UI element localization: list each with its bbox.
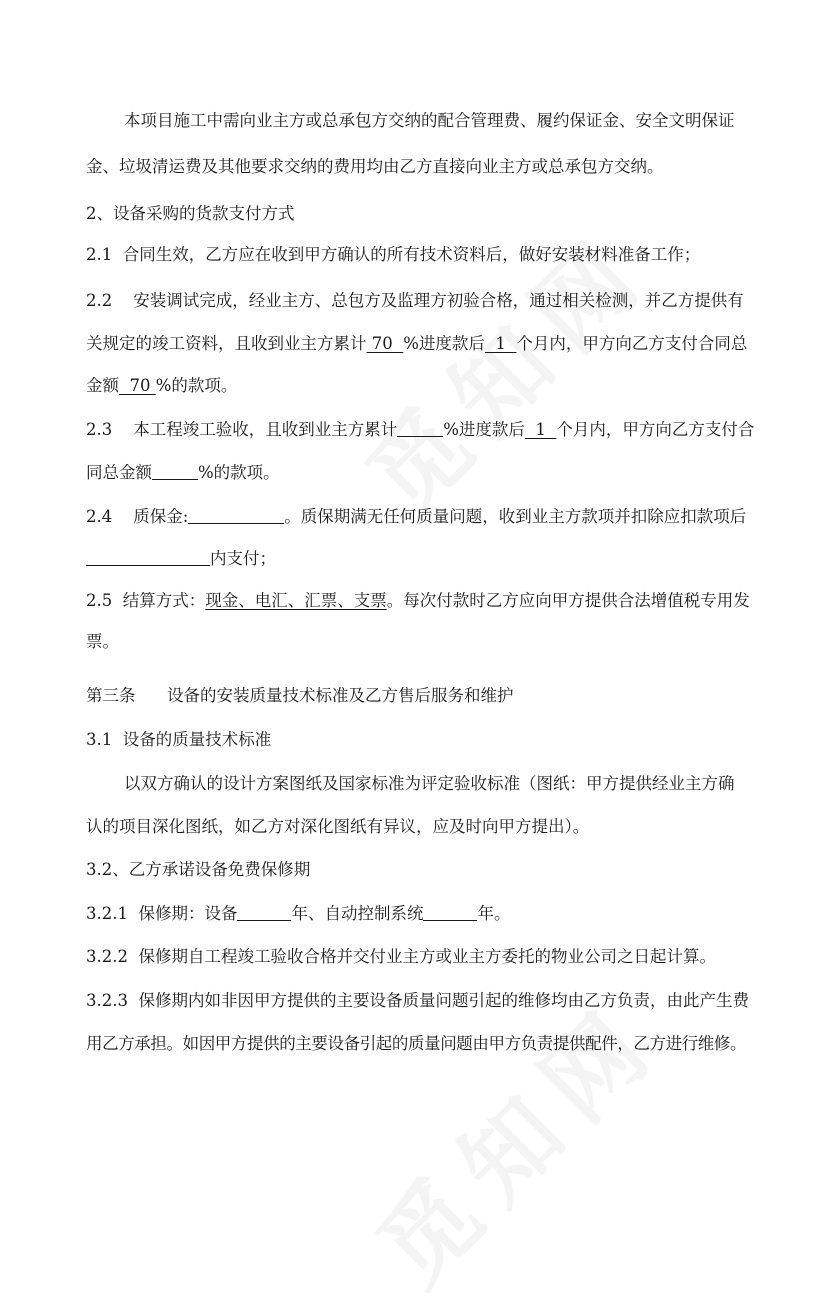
clause-3-2: 3.2、乙方承诺设备免费保修期 (86, 860, 311, 879)
filled-value: 1 (524, 420, 557, 439)
clause-2-2-line3: 金额 70 %的款项。 (86, 376, 238, 395)
blank-field[interactable] (152, 463, 198, 480)
clause-2-4: 2.4 质保金: 。质保期满无任何质量问题，收到业主方款项并扣除应扣款项后 (86, 507, 747, 526)
clause-3-1-text: 以双方确认的设计方案图纸及国家标准为评定验收标准（图纸：甲方提供经业主方确 (124, 774, 735, 793)
clause-2-3-line2: 同总金额 %的款项。 (86, 463, 280, 482)
blank-field[interactable] (423, 904, 477, 921)
article-3-heading: 第三条 设备的安装质量技术标准及乙方售后服务和维护 (86, 686, 514, 705)
clause-3-2-2: 3.2.2 保修期自工程竣工验收合格并交付业主方或业主方委托的物业公司之日起计算。 (86, 947, 716, 966)
filled-value: 1 (484, 334, 517, 353)
watermark-text-2 (343, 967, 686, 1310)
blank-field[interactable] (86, 549, 210, 566)
clause-2-2-line2: 关规定的竣工资料，且收到业主方累计 70 %进度款后 1 个月内，甲方向乙方支付合同总 (86, 334, 748, 353)
clause-3-1: 3.1 设备的质量技术标准 (86, 730, 272, 749)
clause-3-2-1: 3.2.1 保修期：设备 年、自动控制系统 年。 (86, 904, 511, 923)
clause-2-5: 2.5 结算方式：现金、电汇、汇票、支票。每次付款时乙方应向甲方提供合法增值税专用发 (86, 591, 750, 610)
clause-3-2-3: 3.2.3 保修期内如非因甲方提供的主要设备质量问题引起的维修均由乙方负责，由此产生费 (86, 991, 749, 1010)
paragraph-line: 金、垃圾清运费及其他要求交纳的费用均由乙方直接向业主方或总承包方交纳。 (86, 157, 664, 176)
blank-field[interactable] (397, 420, 443, 437)
payment-methods: 现金、电汇、汇票、支票 (205, 591, 387, 610)
section-heading: 2、设备采购的货款支付方式 (86, 204, 295, 223)
clause-3-1-text-line2: 认的项目深化图纸，如乙方对深化图纸有异议，应及时向甲方提出）。 (86, 817, 590, 836)
blank-field[interactable] (188, 507, 284, 524)
paragraph-line: 本项目施工中需向业主方或总承包方交纳的配合管理费、履约保证金、安全文明保证 (124, 111, 735, 130)
clause-2-4-line2: 内支付； (86, 548, 830, 570)
clause-3-2-3-line2: 用乙方承担。如因甲方提供的主要设备引起的质量问题由甲方负责提供配件，乙方进行维修。 (86, 1034, 747, 1053)
clause-2-1: 2.1 合同生效，乙方应在收到甲方确认的所有技术资料后，做好安装材料准备工作； (86, 245, 701, 264)
filled-value: 70 (119, 376, 156, 395)
blank-field[interactable] (237, 904, 291, 921)
clause-2-3: 2.3 本工程竣工验收，且收到业主方累计 %进度款后 1 个月内，甲方向乙方支付合 (86, 420, 755, 439)
filled-value: 70 (366, 334, 404, 353)
clause-2-2: 2.2 安装调试完成，经业主方、总包方及监理方初验合格，通过相关检测，并乙方提供有 (86, 291, 744, 310)
clause-2-5-line2: 票。 (86, 632, 119, 651)
